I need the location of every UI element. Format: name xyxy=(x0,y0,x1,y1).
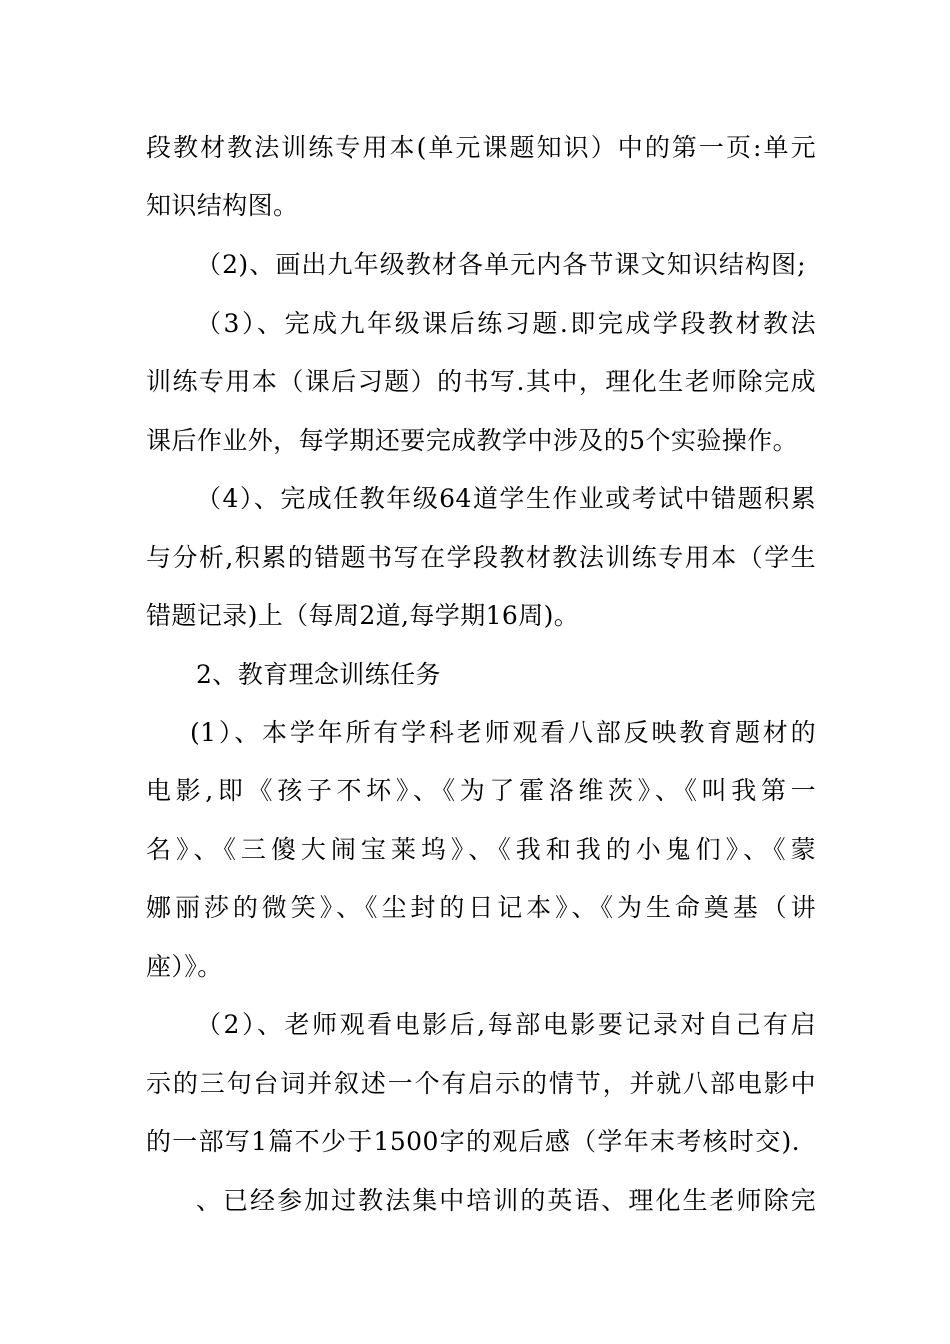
text-line: （2)、画出九年级教材各单元内各节课文知识结构图; xyxy=(196,250,806,279)
text-line: 座）》。 xyxy=(146,952,223,981)
text-line: 电影,即《孩子不坏》、《为了霍洛维茨》、《叫我第一 xyxy=(146,776,816,805)
text-line: 的一部写1篇不少于1500字的观后感（学年末考核时交). xyxy=(146,1127,800,1156)
section-heading: 2、教育理念训练任务 xyxy=(196,660,441,689)
text-line: 娜丽莎的微笑》、《尘封的日记本》、《为生命奠基（讲 xyxy=(146,893,816,922)
text-line: (1）、本学年所有学科老师观看八部反映教育题材的 xyxy=(190,718,816,747)
text-line: （3）、完成九年级课后练习题.即完成学段教材教法 xyxy=(196,309,816,338)
text-line: 段教材教法训练专用本(单元课题知识）中的第一页:单元 xyxy=(146,133,816,162)
text-line: （2）、老师观看电影后,每部电影要记录对自己有启 xyxy=(196,1010,816,1039)
text-line: 课后作业外，每学期还要完成教学中涉及的5个实验操作。 xyxy=(146,426,798,455)
text-line: 知识结构图。 xyxy=(146,191,299,220)
text-line: 训练专用本（课后习题）的书写.其中，理化生老师除完成 xyxy=(146,367,816,396)
text-line: 示的三句台词并叙述一个有启示的情节，并就八部电影中 xyxy=(146,1069,816,1098)
text-line: 与分析,积累的错题书写在学段教材教法训练专用本（学生 xyxy=(146,543,816,572)
text-line: 名》、《三傻大闹宝莱坞》、《我和我的小鬼们》、《蒙 xyxy=(146,835,816,864)
text-line: （4）、完成任教年级64道学生作业或考试中错题积累 xyxy=(196,484,816,513)
text-line: 、已经参加过教法集中培训的英语、理化生老师除完 xyxy=(196,1186,816,1215)
text-line: 错题记录)上（每周2道,每学期16周)。 xyxy=(146,601,580,630)
